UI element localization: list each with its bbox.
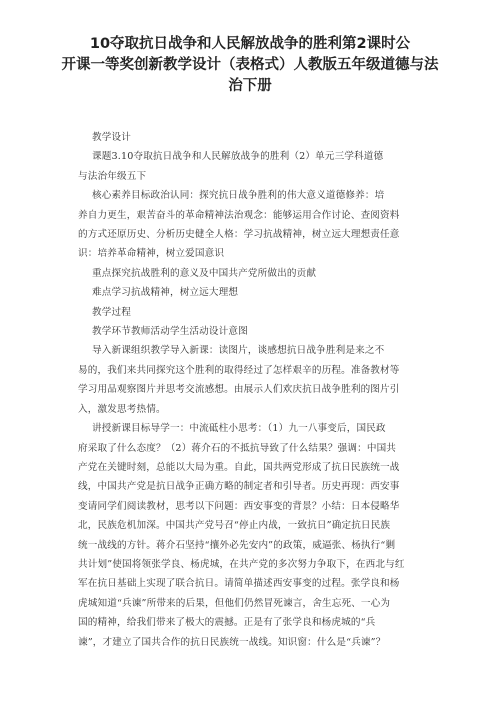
body-line: 变请同学们阅读教材，思考以下问题：西安事变的背景？小结：日本侵略华 [78, 500, 400, 512]
title-line: 治下册 [228, 78, 272, 94]
body-line: 难点学习抗战精神，树立远大理想 [92, 287, 239, 299]
title-line: 开课一等奖创新教学设计（表格式）人教版五年级道德与法 [61, 57, 439, 73]
body-line: 教学环节教师活动学生活动设计意图 [92, 326, 248, 338]
title-line: 10夺取抗日战争和人民解放战争的胜利第2课时公 [89, 36, 411, 52]
body-line: 讲授新课目标导学一：中流砥柱小思考：（1）九一八事变后，国民政 [92, 423, 386, 435]
document-body [78, 128, 424, 652]
document-title [40, 34, 460, 97]
body-line: 教学设计 [92, 132, 131, 143]
body-line: 导入新课组织教学导入新课：读图片，谈感想抗日战争胜利是来之不 [92, 345, 385, 357]
body-line: 入，激发思考热情。 [78, 403, 166, 415]
body-line: 课题3.10夺取抗日战争和人民解放战争的胜利（2）单元三学科道德 [92, 151, 384, 163]
body-line: 产党在关键时刻，总能以大局为重。自此，国共两党形成了抗日民族统一战 [78, 461, 400, 473]
body-line: 养自力更生，艰苦奋斗的革命精神法治观念：能够运用合作讨论、查阅资料 [78, 209, 400, 221]
body-line: 虎城知道“兵谏”所带来的后果，但他们仍然冒死谏言，舍生忘死、一心为 [78, 597, 391, 609]
body-line: 府采取了什么态度？（2）蒋介石的不抵抗导致了什么结果？强调：中国共 [78, 442, 397, 454]
body-line: 线，中国共产党是抗日战争正确方略的制定者和引导者。历史再现：西安事 [78, 481, 400, 493]
body-line: 的方式还原历史、分析历史健全人格：学习抗战精神，树立远大理想责任意 [78, 229, 400, 241]
body-line: 统一战线的方针。蒋介石坚持“攘外必先安内”的政策，威逼张、杨执行“剿 [78, 539, 396, 551]
body-line: 核心素养目标政治认同：探究抗日战争胜利的伟大意义道德修养：培 [92, 190, 385, 202]
body-line: 共计划”使国将领张学良、杨虎城，在共产党的多次努力争取下，在西北与红 [78, 558, 405, 570]
body-line: 学习用品观察图片并思考交流感想。由展示人们欢庆抗日战争胜利的图片引 [78, 384, 400, 396]
body-line: 易的，我们来共同探究这个胜利的取得经过了怎样艰辛的历程。准备教材等 [78, 364, 400, 376]
body-line: 与法治年级五下 [78, 170, 147, 182]
body-line: 识：培养革命精神，树立爱国意识 [78, 248, 225, 260]
body-line: 北，民族危机加深。中国共产党号召“停止内战，一致抗日”确定抗日民族 [78, 520, 391, 532]
body-line: 谏”，才建立了国共合作的抗日民族统一战线。知识窗：什么是“兵谏”？ [78, 636, 386, 648]
body-line: 国的精神，给我们带来了极大的震撼。正是有了张学良和杨虎城的“兵 [78, 617, 376, 629]
body-line: 军在抗日基础上实现了联合抗日。请简单描述西安事变的过程。张学良和杨 [78, 578, 400, 590]
body-line: 教学过程 [92, 306, 131, 318]
body-line: 重点探究抗战胜利的意义及中国共产党所做出的贡献 [92, 267, 317, 279]
